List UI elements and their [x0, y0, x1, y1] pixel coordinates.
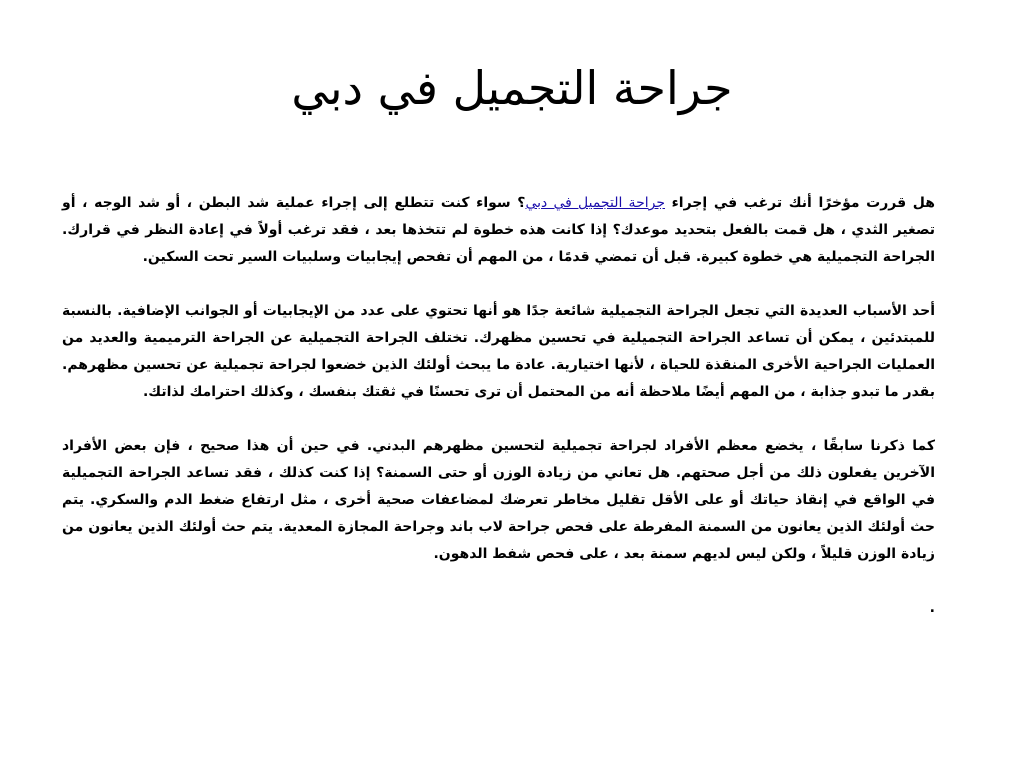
body-content: [62, 190, 935, 622]
page-title: جراحة التجميل في دبي: [291, 61, 733, 115]
cosmetic-surgery-dubai-link[interactable]: جراحة التجميل في دبي: [525, 195, 665, 211]
paragraph-intro: [62, 190, 935, 271]
paragraph-intro-text-end: ؟ سواء كنت تتطلع إلى إجراء عملية شد البطن ، أو شد الوجه ، أو تصغير الثدي ، هل قمت بالفعل بتحديد موعدك؟ إذا كانت هذه خطوة لم تتخذها بعد ، فقد ترغب أولاً في إعادة النظر في قرارك. الجراحة التجميلية هي خطوة كبيرة. قبل أن تمضي قدمًا ، من المهم أن تفحص إيجابيات وسلبيات السير تحت السكين.: [62, 195, 935, 265]
paragraph-benefits: أحد الأسباب العديدة التي تجعل الجراحة التجميلية شائعة جدًا هو أنها تحتوي على عدد من الإيجابيات أو الجوانب الإضافية. بالنسبة للمبتدئين ، يمكن أن تساعد الجراحة التجميلية في تحسين مظهرك. تختلف الجراحة التجميلية عن الجراحة الترميمية والعديد من العمليات الجراحية الأخرى المنقذة للحياة ، لأنها اختيارية. عادة ما يبحث أولئك الذين خضعوا لجراحة تجميلية عن تحسين مظهرهم. بقدر ما تبدو جذابة ، من المهم أيضًا ملاحظة أنه من المحتمل أن ترى تحسنًا في ثقتك بنفسك ، وكذلك احترامك لذاتك.: [62, 303, 935, 400]
paragraph-health: كما ذكرنا سابقًا ، يخضع معظم الأفراد لجراحة تجميلية لتحسين مظهرهم البدني. في حين أن هذا صحيح ، فإن بعض الأفراد الآخرين يفعلون ذلك من أجل صحتهم. هل تعاني من زيادة الوزن أو حتى السمنة؟ إذا كنت كذلك ، فقد تساعد الجراحة التجميلية في الواقع في إنقاذ حياتك أو على الأقل تقليل مخاطر تعرضك لمضاعفات صحية أخرى ، مثل ارتفاع ضغط الدم والسكري. يتم حث أولئك الذين يعانون من السمنة المفرطة على فحص جراحة لاب باند وجراحة المجازة المعدية. يتم حث أولئك الذين يعانون من زيادة الوزن قليلاً ، ولكن ليس لديهم سمنة بعد ، على فحص شفط الدهون.: [62, 438, 935, 562]
trailing-mark: .: [929, 600, 935, 616]
paragraph-intro-text-start: هل قررت مؤخرًا أنك ترغب في إجراء: [665, 195, 935, 211]
